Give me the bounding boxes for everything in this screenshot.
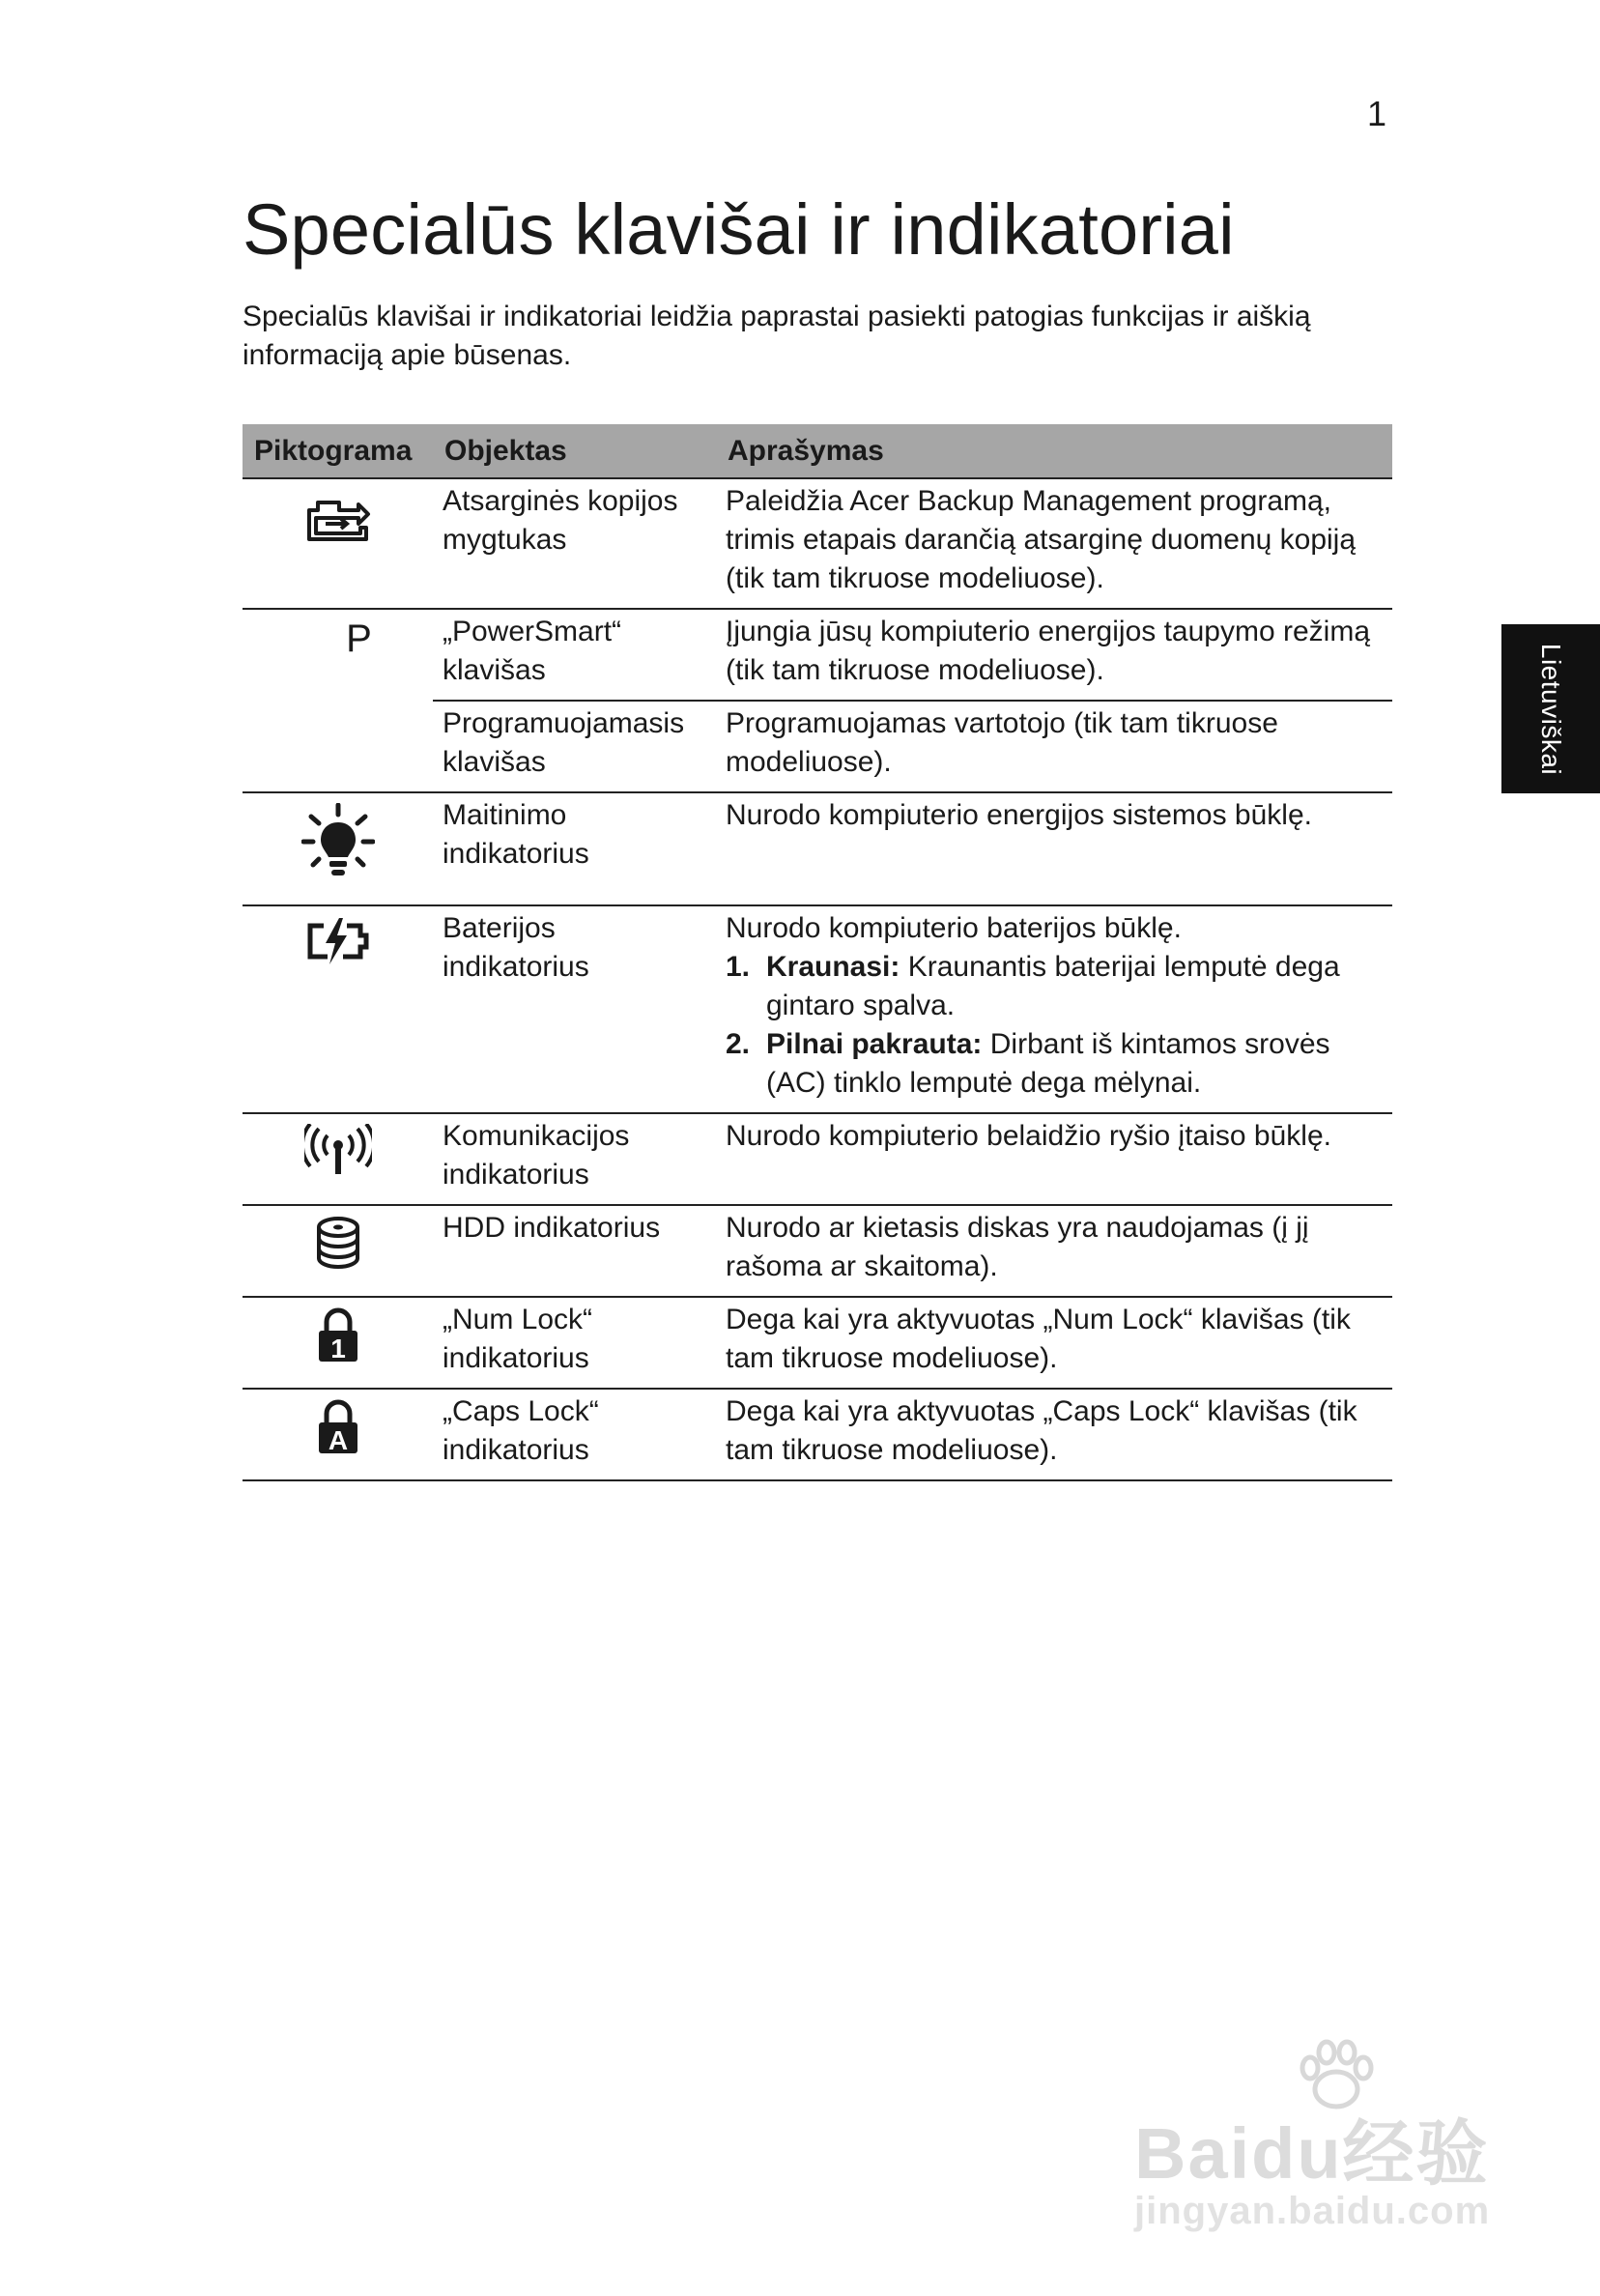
object-cell: HDD indikatorius bbox=[433, 1205, 716, 1297]
list-item bbox=[726, 948, 1383, 1025]
battery-description: Nurodo kompiuterio baterijos būklę. bbox=[726, 912, 1182, 944]
table-row bbox=[243, 478, 1392, 609]
table-row bbox=[243, 1389, 1392, 1480]
intro-paragraph: Specialūs klavišai ir indikatoriai leidžia paprastai pasiekti patogias funkcijas ir aiškią informaciją apie būsenas. bbox=[243, 301, 1311, 371]
special-keys-table bbox=[243, 424, 1392, 1481]
object-cell: „Caps Lock“ indikatorius bbox=[433, 1389, 716, 1480]
table-row bbox=[243, 905, 1392, 1113]
table-row bbox=[243, 1113, 1392, 1205]
object-cell: Programuojamasis klavišas bbox=[433, 701, 716, 792]
step-text: Kraunantis baterijai lemputė dega gintaro spalva. bbox=[766, 951, 1340, 1021]
object-cell: „PowerSmart“ klavišas bbox=[433, 609, 716, 701]
language-side-tab-label: Lietuviškai bbox=[1536, 643, 1567, 775]
table-row bbox=[243, 609, 1392, 701]
power-bulb-icon bbox=[301, 803, 375, 880]
num-lock-icon bbox=[315, 1307, 361, 1363]
powersmart-p-icon: P bbox=[346, 617, 372, 660]
table-row bbox=[243, 1297, 1392, 1389]
battery-steps-list bbox=[726, 948, 1383, 1103]
baidu-watermark bbox=[1121, 2039, 1507, 2261]
description-cell bbox=[716, 905, 1392, 1113]
object-cell: „Num Lock“ indikatorius bbox=[433, 1297, 716, 1389]
icon-cell bbox=[243, 609, 433, 701]
step-term: Kraunasi: bbox=[766, 951, 900, 983]
backup-icon bbox=[304, 489, 372, 543]
battery-charge-icon bbox=[304, 916, 372, 966]
icon-cell bbox=[243, 1113, 433, 1205]
icon-cell bbox=[243, 478, 433, 609]
step-term: Pilnai pakrauta: bbox=[766, 1028, 983, 1060]
step-number: 1. bbox=[726, 951, 751, 983]
table-row bbox=[243, 1205, 1392, 1297]
description-cell: Programuojamas vartotojo (tik tam tikruose modeliuose). bbox=[716, 701, 1392, 792]
table-header-row bbox=[243, 424, 1392, 478]
description-cell: Paleidžia Acer Backup Management programą, trimis etapais darančią atsarginę duomenų kopiją (tik tam tikruose modeliuose). bbox=[716, 478, 1392, 609]
icon-cell bbox=[243, 1297, 433, 1389]
icon-cell bbox=[243, 905, 433, 1113]
watermark-text: Baidu经验 bbox=[1134, 2113, 1490, 2194]
table-row bbox=[243, 701, 1392, 792]
description-cell: Įjungia jūsų kompiuterio energijos taupymo režimą (tik tam tikruose modeliuose). bbox=[716, 609, 1392, 701]
object-cell: Baterijos indikatorius bbox=[433, 905, 716, 1113]
header-icon: Piktograma bbox=[243, 424, 433, 478]
icon-cell bbox=[243, 1389, 433, 1480]
icon-cell bbox=[243, 1205, 433, 1297]
header-object: Objektas bbox=[433, 424, 716, 478]
description-cell: Dega kai yra aktyvuotas „Num Lock“ klavišas (tik tam tikruose modeliuose). bbox=[716, 1297, 1392, 1389]
page-title: Specialūs klavišai ir indikatoriai bbox=[243, 189, 1235, 270]
object-cell: Atsarginės kopijos mygtukas bbox=[433, 478, 716, 609]
description-cell: Nurodo kompiuterio belaidžio ryšio įtaiso būklę. bbox=[716, 1113, 1392, 1205]
description-cell: Dega kai yra aktyvuotas „Caps Lock“ klavišas (tik tam tikruose modeliuose). bbox=[716, 1389, 1392, 1480]
step-text: Dirbant iš kintamos srovės (AC) tinklo lemputė dega mėlynai. bbox=[766, 1028, 1330, 1099]
icon-cell bbox=[243, 701, 433, 792]
page-number: 1 bbox=[1366, 94, 1386, 133]
watermark-url: jingyan.baidu.com bbox=[1134, 2190, 1491, 2232]
num-lock-icon-letter: 1 bbox=[329, 1334, 346, 1363]
icon-cell bbox=[243, 792, 433, 905]
caps-lock-icon bbox=[315, 1399, 361, 1455]
header-description: Aprašymas bbox=[716, 424, 1392, 478]
step-number: 2. bbox=[726, 1028, 751, 1060]
table-row bbox=[243, 792, 1392, 905]
wireless-icon bbox=[304, 1124, 372, 1178]
caps-lock-icon-letter: A bbox=[328, 1425, 348, 1455]
description-cell: Nurodo kompiuterio energijos sistemos būklę. bbox=[716, 792, 1392, 905]
object-cell: Komunikacijos indikatorius bbox=[433, 1113, 716, 1205]
object-cell: Maitinimo indikatorius bbox=[433, 792, 716, 905]
hdd-icon bbox=[313, 1216, 363, 1270]
description-cell: Nurodo ar kietasis diskas yra naudojamas (į jį rašoma ar skaitoma). bbox=[716, 1205, 1392, 1297]
language-side-tab bbox=[1501, 624, 1600, 793]
list-item bbox=[726, 1025, 1383, 1103]
